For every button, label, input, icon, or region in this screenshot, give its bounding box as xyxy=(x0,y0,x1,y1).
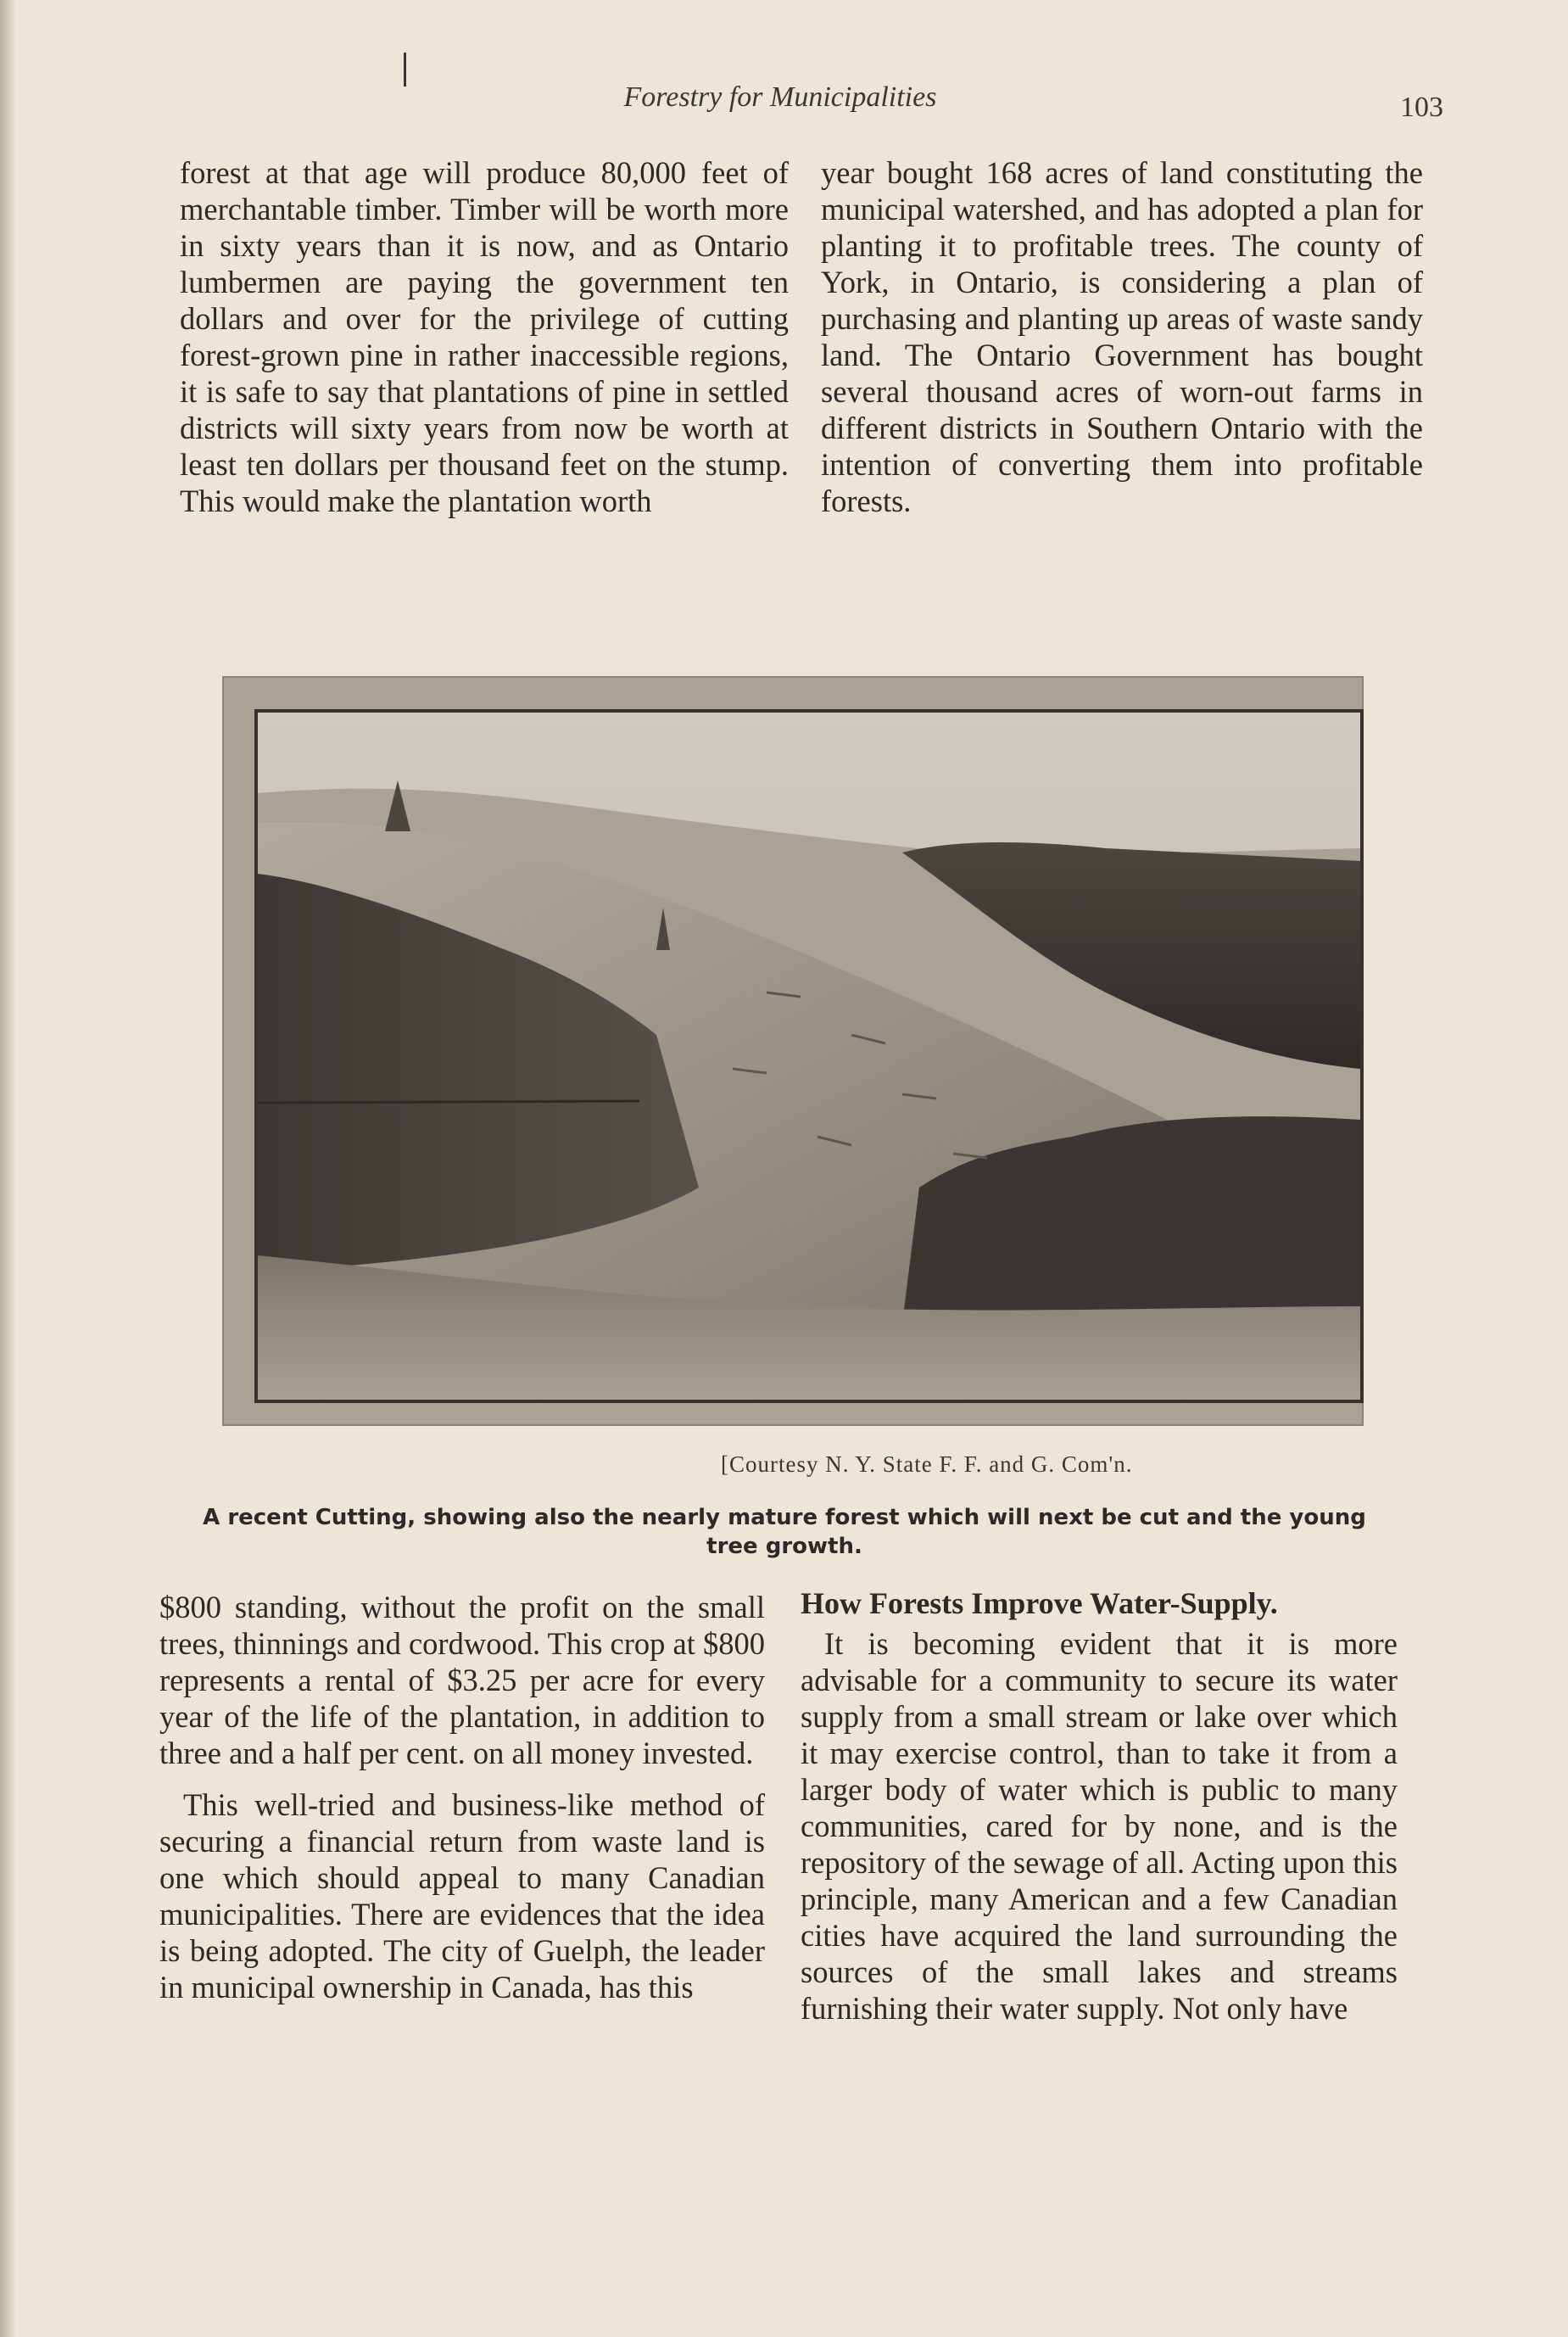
running-head: Forestry for Municipalities xyxy=(623,81,937,113)
margin-mark xyxy=(404,53,406,87)
page-edge xyxy=(0,0,15,2337)
hillside-photo-image xyxy=(258,713,1360,1400)
bottom-left-column xyxy=(159,1589,765,2005)
section-heading: How Forests Improve Water-Supply. xyxy=(801,1586,1278,1620)
figure-caption: A recent Cutting, showing also the nearly mature forest which will next be cut and the young tree growth. xyxy=(203,1505,1366,1559)
paragraph: This well-tried and business-like method of securing a financial return from waste land is one which should appeal to many Canadian municipalities. There are evidences that the idea is being adopted. The city of Guelph, the leader in municipal ownership in Canada, has this xyxy=(159,1787,765,2004)
paragraph: year bought 168 acres of land constituting the municipal watershed, and has adopted a plan for planting it to profitable trees. The county of York, in Ontario, is considering a plan of purchasing and planting up areas of waste sandy land. The Ontario Government has bought several thousand acres of worn-out farms in different districts in Southern Ontario with the intention of converting them into profitable forests. xyxy=(821,155,1423,518)
page-number: 103 xyxy=(1400,92,1443,123)
paragraph: It is becoming evident that it is more advisable for a community to secure its water supply from a small stream or lake over which it may exercise control, than to take it from a larger body of water which is public to many communities, cared for by none, and is the repository of the sewage of all. Acting upon this principle, many American and a few Canadian cities have acquired the land surrounding the sources of the small lakes and streams furnishing their water supply. Not only have xyxy=(801,1626,1398,2026)
bottom-right-column xyxy=(801,1625,1398,2027)
top-left-column xyxy=(180,154,789,519)
hillside-photo xyxy=(254,709,1364,1403)
paragraph: forest at that age will produce 80,000 feet of merchantable timber. Timber will be worth more in sixty years than it is now, and as Ontario lumbermen are paying the government ten dollars and over for the privilege of cutting forest-grown pine in rather inaccessible regions, it is safe to say that plantations of pine in settled districts will sixty years from now be worth at least ten dollars per thousand feet on the stump. This would make the plantation worth xyxy=(180,155,789,518)
paragraph: $800 standing, without the profit on the small trees, thinnings and cordwood. This crop at $800 represents a rental of $3.25 per acre for every year of the life of the plantation, in addition to three and a half per cent. on all money invested. xyxy=(159,1590,765,1770)
top-right-column xyxy=(821,154,1423,519)
photo-credit: [Courtesy N. Y. State F. F. and G. Com'n. xyxy=(721,1451,1133,1477)
